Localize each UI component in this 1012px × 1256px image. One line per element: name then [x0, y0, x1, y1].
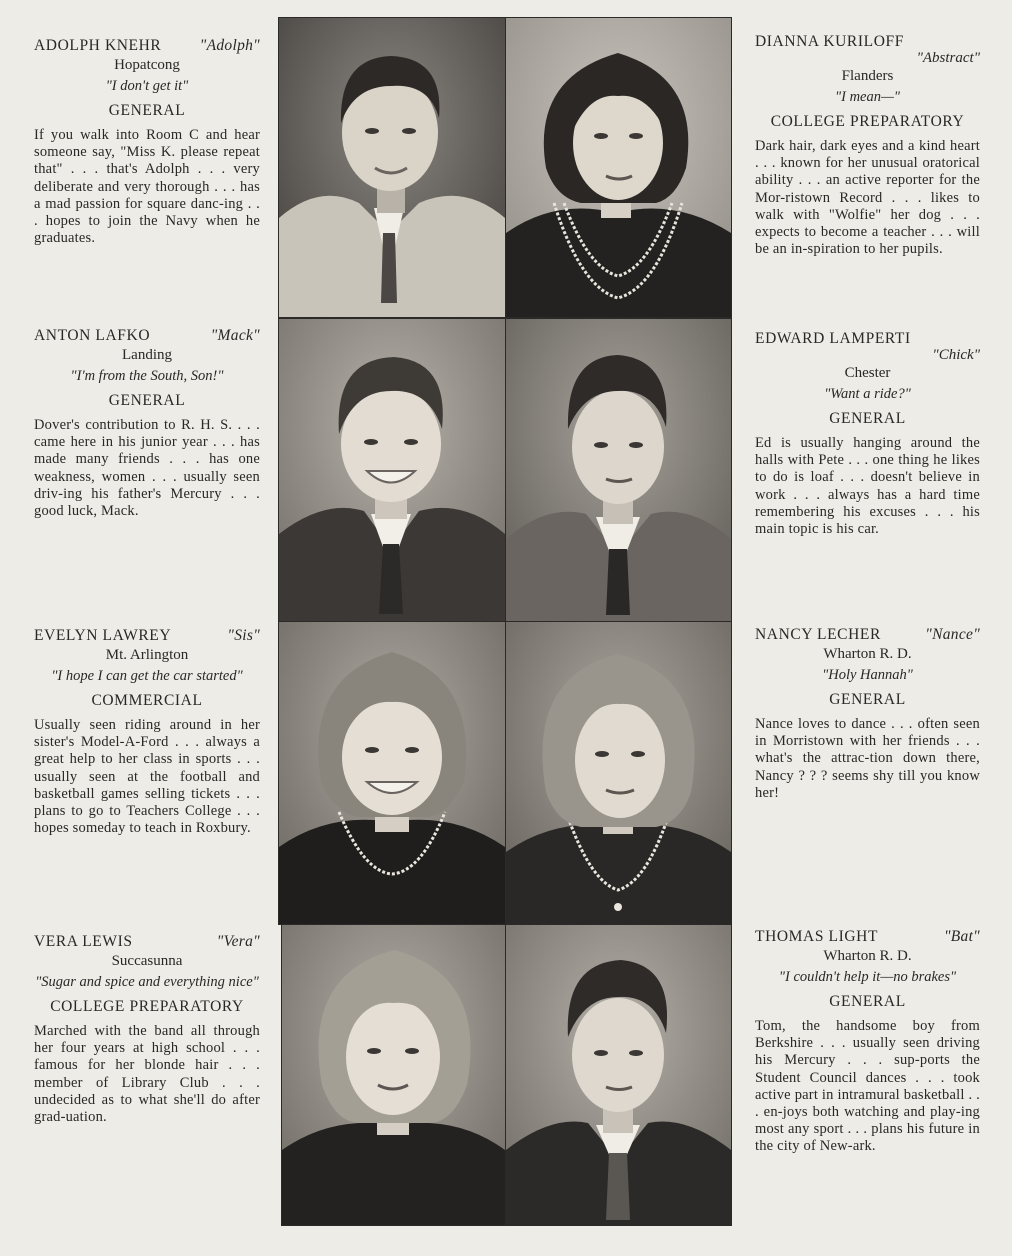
student-town: Mt. Arlington: [105, 647, 189, 663]
student-entry-edward-lamperti: [755, 329, 980, 538]
student-nickname: "Mack": [210, 327, 260, 344]
student-entry-anton-lafko: [34, 326, 260, 520]
student-name: ANTON LAFKO: [34, 327, 151, 344]
student-name-line: [755, 625, 980, 644]
student-course: GENERAL: [829, 410, 906, 427]
student-quote: "I'm from the South, Son!": [70, 368, 224, 384]
student-name: ADOLPH KNEHR: [34, 37, 162, 54]
student-town: Flanders: [841, 68, 894, 84]
student-bio: Tom, the handsome boy from Berkshire . . . usually seen driving his Mercury . . . sup-ports the Student Council dances . . . took active part in intramural basketball . . . en-joys both watching and play-ing most any sport . . . plans his future in the city of New-ark.: [755, 1018, 980, 1155]
student-town: Chester: [844, 365, 891, 381]
student-nickname: "Nance": [925, 626, 980, 643]
student-entry-vera-lewis: [34, 932, 260, 1126]
student-quote: "Holy Hannah": [822, 667, 913, 683]
student-town: Succasunna: [111, 953, 183, 969]
student-town: Wharton R. D.: [823, 948, 912, 964]
student-bio: Nance loves to dance . . . often seen in Morristown with her friends . . . what's the attrac-tion down there, Nancy ? ? ? seems shy till you know her!: [755, 716, 980, 801]
student-nickname: "Abstract": [916, 50, 980, 66]
student-nickname: "Bat": [943, 928, 980, 945]
student-name: THOMAS LIGHT: [755, 928, 879, 945]
portrait-evelyn-lawrey: [278, 621, 506, 925]
student-name-line: [34, 626, 260, 645]
student-course: COMMERCIAL: [91, 692, 203, 709]
student-name: DIANNA KURILOFF: [755, 33, 904, 50]
student-entry-adolph-knehr: [34, 36, 260, 247]
student-name: VERA LEWIS: [34, 933, 133, 950]
student-nickname: "Chick": [932, 347, 980, 363]
student-name-line: [755, 329, 980, 348]
student-course: GENERAL: [829, 993, 906, 1010]
student-bio: Usually seen riding around in her sister's Model-A-Ford . . . always a great help to her class in sports . . . usually seen at the football and basketball games selling tickets . . . plans to go to Teachers College . . . hopes someday to teach in Roxbury.: [34, 717, 260, 837]
student-bio: If you walk into Room C and hear someone say, "Miss K. please repeat that" . . . that's Adolph . . . very deliberate and very thorough . . . has a mad passion for square danc-ing . . . hopes to join the Navy when he graduates.: [34, 127, 260, 247]
student-course: GENERAL: [108, 392, 186, 409]
portrait-nancy-lecher: [505, 621, 732, 925]
student-bio: Ed is usually hanging around the halls with Pete . . . one thing he likes to do is loaf . . . doesn't believe in work . . . always has a hard time remembering his excuses . . . his main topic is his car.: [755, 435, 980, 538]
student-course: COLLEGE PREPARATORY: [770, 113, 965, 130]
student-name-line: [755, 927, 980, 946]
student-town: Wharton R. D.: [823, 646, 912, 662]
student-quote: "I mean—": [835, 89, 900, 105]
portrait-thomas-light: [505, 924, 732, 1226]
portrait-anton-lafko: [278, 318, 506, 622]
student-quote: "Want a ride?": [824, 386, 911, 402]
student-quote: "Sugar and spice and everything nice": [35, 974, 259, 990]
portrait-edward-lamperti: [505, 318, 732, 622]
student-entry-thomas-light: [755, 927, 980, 1156]
student-nickname: "Sis": [227, 627, 260, 644]
portrait-dianna-kuriloff: [505, 17, 732, 318]
student-town: Landing: [122, 347, 172, 363]
student-quote: "I hope I can get the car started": [51, 668, 243, 684]
student-entry-evelyn-lawrey: [34, 626, 260, 837]
student-course: GENERAL: [108, 102, 186, 119]
portrait-vera-lewis: [281, 924, 506, 1226]
student-name: EVELYN LAWREY: [34, 627, 172, 644]
student-quote: "I couldn't help it—no brakes": [778, 969, 957, 985]
student-bio: Dover's contribution to R. H. S. . . . came here in his junior year . . . has made many friends . . . has one weakness, women . . . usually seen driv-ing his father's Mercury . . . good luck, Mack.: [34, 417, 260, 520]
student-nickname: "Vera": [216, 933, 260, 950]
student-name-line: [34, 326, 260, 345]
student-course: GENERAL: [829, 691, 906, 708]
student-name-line: [34, 932, 260, 951]
student-entry-nancy-lecher: [755, 625, 980, 802]
student-name-line: [34, 36, 260, 55]
student-quote: "I don't get it": [105, 78, 189, 94]
student-name: NANCY LECHER: [755, 626, 881, 643]
student-name: EDWARD LAMPERTI: [755, 330, 911, 347]
student-name-line: [755, 32, 980, 51]
student-town: Hopatcong: [114, 57, 180, 73]
student-bio: Marched with the band all through her four years at high school . . . famous for her blonde hair . . . member of Library Club . . . undecided as to what she'll do after grad-uation.: [34, 1023, 260, 1126]
student-course: COLLEGE PREPARATORY: [50, 998, 244, 1015]
student-nickname: "Adolph": [199, 37, 260, 54]
student-bio: Dark hair, dark eyes and a kind heart . . . known for her unusual oratorical ability . . . an active reporter for the Mor-ristown Record . . . likes to walk with "Wolfie" her dog . . . expects to become a teacher . . . will be an in-spiration to her pupils.: [755, 138, 980, 258]
student-entry-dianna-kuriloff: [755, 32, 980, 258]
portrait-adolph-knehr: [278, 17, 506, 318]
